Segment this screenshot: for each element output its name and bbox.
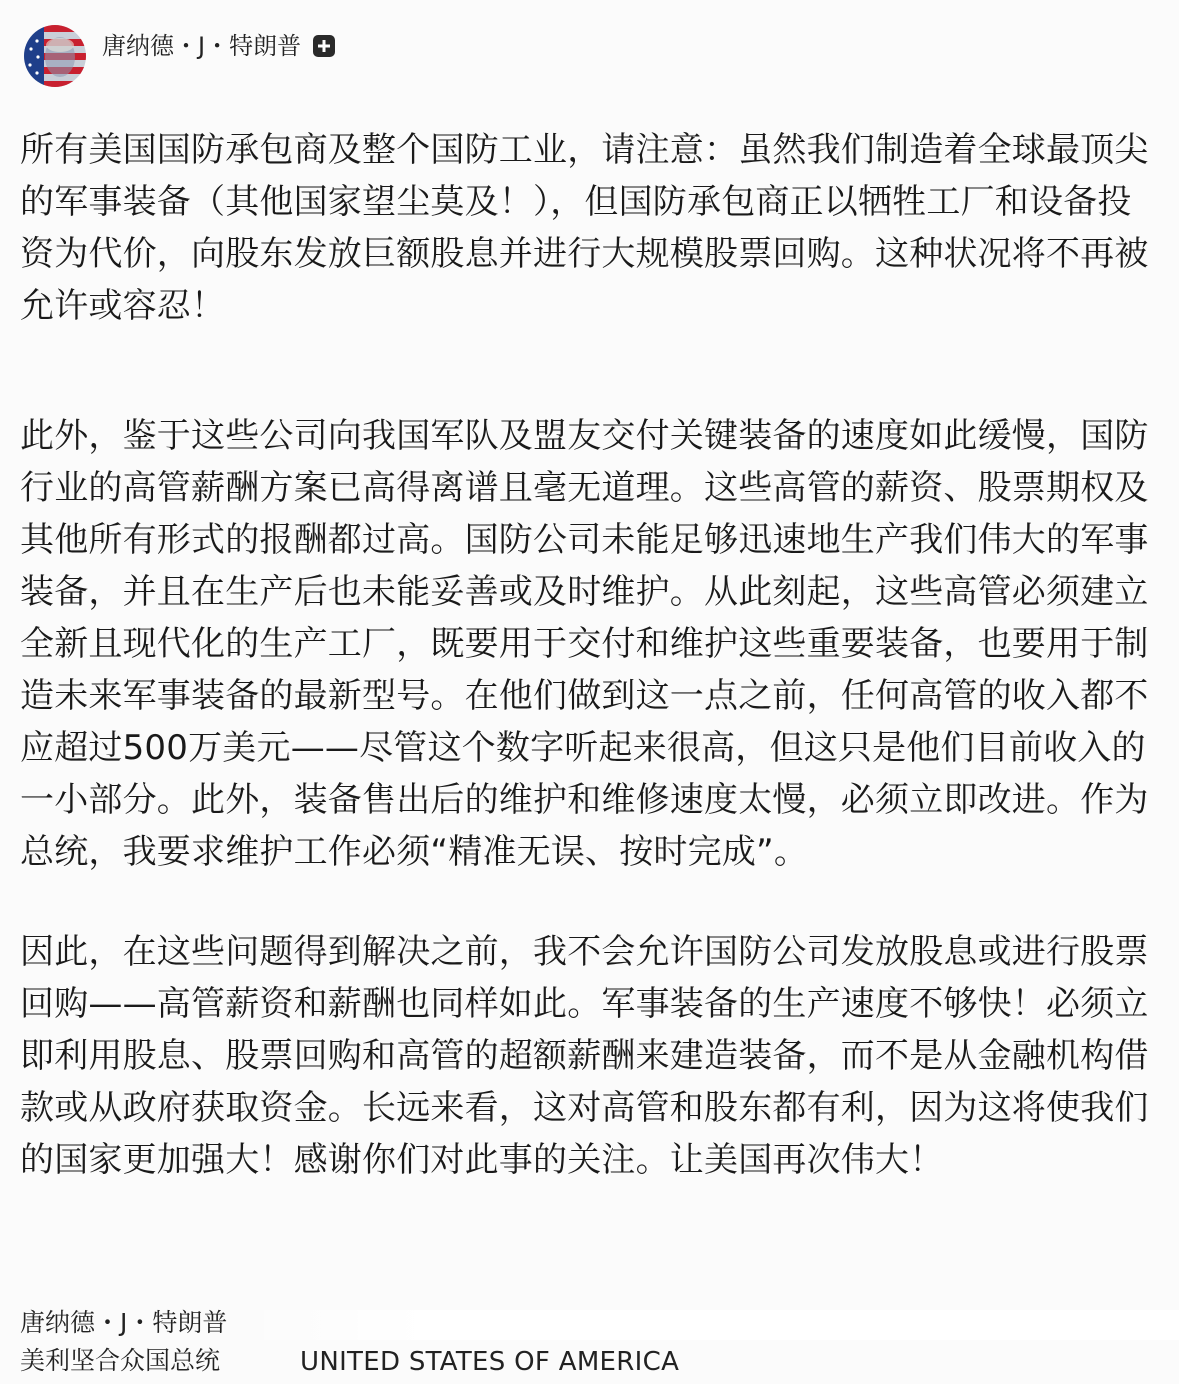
post-paragraph-2: 此外，鉴于这些公司向我国军队及盟友交付关键装备的速度如此缓慢，国防行业的高管薪酬方案已高得离谱且毫无道理。这些高管的薪资、股票期权及其他所有形式的报酬都过高。国防公司未能足够迅速地生产我们伟大的军事装备，并且在生产后也未能妥善或及时维护。从此刻起，这些高管必须建立全新且现代化的生产工厂，既要用于交付和维护这些重要装备，也要用于制造未来军事装备的最新型号。在他们做到这一点之前，任何高管的收入都不应超过500万美元——尽管这个数字听起来很高，但这只是他们目前收入的一小部分。此外，装备售出后的维护和维修速度太慢，必须立即改进。作为总统，我要求维护工作必须“精准无误、按时完成”。 [20,416,1149,872]
follow-plus-icon[interactable] [313,35,335,57]
author-name[interactable]: 唐纳德・J・特朗普 [102,32,302,60]
signature-name: 唐纳德・J・特朗普 [20,1308,228,1337]
image-edge-fade [240,1310,1179,1340]
avatar-image [24,25,86,87]
post-paragraph-1: 所有美国国防承包商及整个国防工业，请注意：虽然我们制造着全球最顶尖的军事装备（其他国家望尘莫及！），但国防承包商正以牺牲工厂和设备投资为代价，向股东发放巨额股息并进行大规模股票回购。这种状况将不再被允许或容忍！ [20,130,1149,326]
avatar[interactable] [24,25,86,87]
post-header [24,24,335,88]
signature-title: 美利坚合众国总统 [20,1346,221,1375]
post-paragraph-3: 因此，在这些问题得到解决之前，我不会允许国防公司发放股息或进行股票回购——高管薪资和薪酬也同样如此。军事装备的生产速度不够快！必须立即利用股息、股票回购和高管的超额薪酬来建造装备，而不是从金融机构借款或从政府获取资金。长远来看，这对高管和股东都有利，因为这将使我们的国家更加强大！感谢你们对此事的关注。让美国再次伟大！ [20,932,1149,1180]
seal-caption: UNITED STATES OF AMERICA [300,1347,680,1377]
signature-block [20,1304,227,1380]
